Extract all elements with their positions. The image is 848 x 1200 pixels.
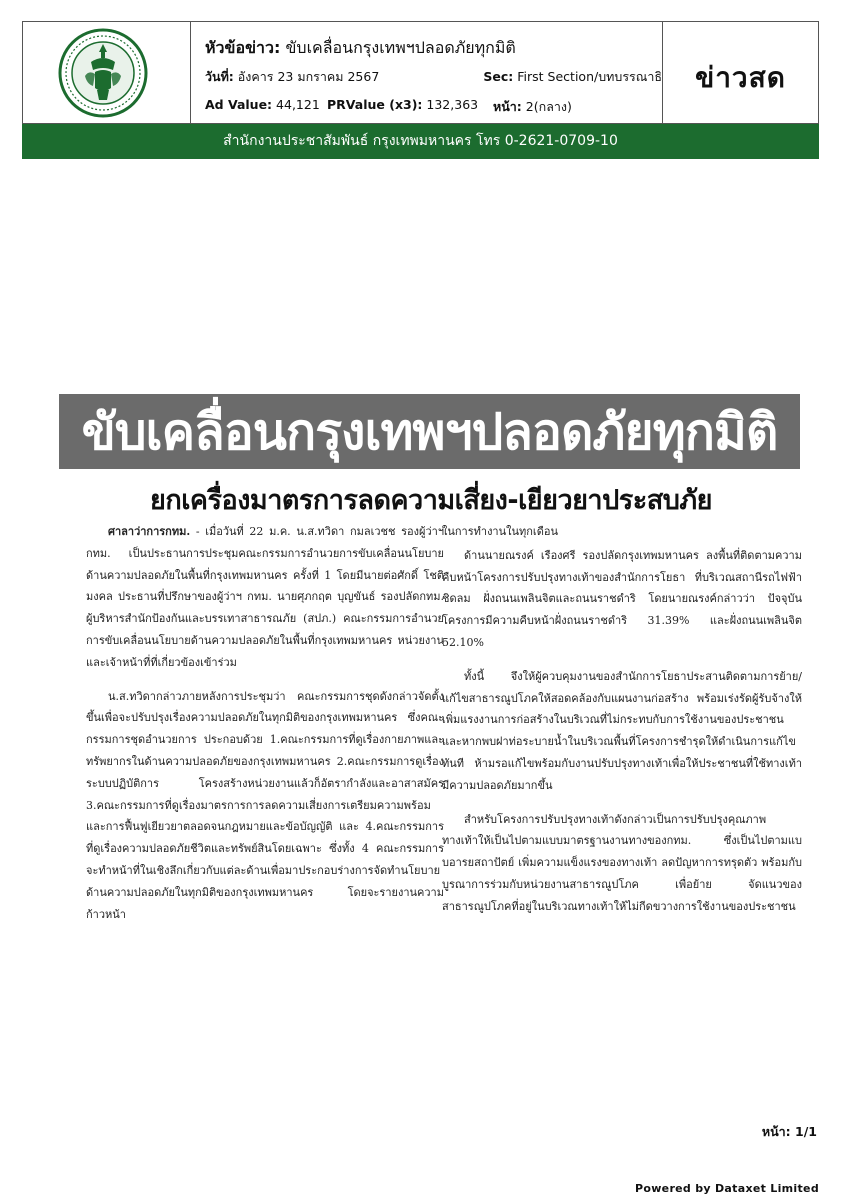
pr-value-line	[327, 97, 478, 112]
page-label: หน้า:	[493, 99, 522, 114]
pr-value-label: PRValue (x3):	[327, 97, 423, 112]
badge-cell	[662, 22, 818, 123]
headline: ขับเคลื่อนกรุงเทพฯปลอดภัยทุกมิติ	[81, 403, 778, 461]
article-column-left	[86, 521, 444, 937]
news-title-line	[205, 36, 516, 61]
bangkok-seal-icon	[55, 26, 151, 120]
powered-by: Powered by Dataxet Limited	[635, 1182, 819, 1195]
article-paragraph: ด้านนายณรงค์ เรืองศรี รองปลัดกรุงเทพมหานคร ลงพื้นที่ติดตามความคืบหน้าโครงการปรับปรุงทางเท้าของสำนักการโยธา ที่บริเวณสถานีรถไฟฟ้าชิดลม ฝั่งถนนเพลินจิตและถนนราชดำริ โดยนายณรงค์กล่าวว่า ปัจจุบันโครงการมีความคืบหน้าฝั่งถนนราชดำริ 31.39% และฝั่งถนนเพลินจิต 52.10%	[442, 548, 802, 649]
article-column-right	[442, 521, 802, 930]
section-line	[483, 67, 662, 87]
meta-cell	[191, 22, 662, 123]
date-label: วันที่:	[205, 69, 234, 84]
date-line	[205, 67, 379, 87]
clipping-header	[22, 21, 819, 124]
section-value: First Section/บทบรรณาธิ	[517, 69, 662, 84]
pr-value: 132,363	[426, 97, 479, 112]
article-paragraph: สำหรับโครงการปรับปรุงทางเท้าดังกล่าวเป็นการปรับปรุงคุณภาพทางเท้าให้เป็นไปตามแบบมาตรฐานงานทางของกทม. ซึ่งเป็นไปตามแบบอารยสถาปัตย์ เพิ่มความแข็งแรงของทางเท้า ลดปัญหาการทรุดตัว พร้อมกับบูรณาการร่วมกับหน่วยงานสาธารณูปโภค เพื่อย้าย จัดแนวของสาธารณูปโภคที่อยู่ในบริเวณทางเท้าให้ไม่กีดขวางการใช้งานของประชาชน	[442, 812, 802, 913]
logo-cell	[23, 22, 191, 123]
page-value: 2(กลาง)	[525, 99, 572, 114]
news-title-value: ขับเคลื่อนกรุงเทพฯปลอดภัยทุกมิติ	[285, 38, 516, 57]
date-value: อังคาร 23 มกราคม 2567	[237, 69, 380, 84]
article-paragraph: น.ส.ทวิดากล่าวภายหลังการประชุมว่า คณะกรรมการชุดดังกล่าวจัดตั้งขึ้นเพื่อจะปรับปรุงเรื่องความปลอดภัยในทุกมิติของกรุงเทพมหานคร ซึ่งคณะกรรมการชุดอำนวยการ ประกอบด้วย 1.คณะกรรมการที่ดูเรื่องกายภาพและทรัพยากรในด้านความปลอดภัยของกรุงเทพมหานคร 2.คณะกรรมการดูเรื่องระบบปฏิบัติการ โครงสร้างหน่วยงานแล้วก็อัตรากำลังและอาสาสมัคร 3.คณะกรรมการที่ดูเรื่องมาตรการการลดความเสี่ยงการเตรียมความพร้อมและการฟื้นฟูเยียวยาตลอดจนกฎหมายและข้อบัญญัติ และ 4.คณะกรรมการที่ดูเรื่องความปลอดภัยชีวิตและทรัพย์สินโดยเฉพาะ ซึ่งทั้ง 4 คณะกรรมการจะทำหน้าที่ในเชิงลึกเกี่ยวกับแต่ละด้านเพื่อมาประกอบร่างการจัดทำนโยบายด้านความปลอดภัยในทุกมิติของกรุงเทพมหานคร โดยจะรายงานความก้าวหน้า	[86, 689, 444, 921]
ad-value-label: Ad Value:	[205, 97, 273, 112]
subheadline: ยกเครื่องมาตรการลดความเสี่ยง-เยียวยาประสบภัย	[150, 485, 712, 516]
headline-box	[59, 394, 800, 469]
publication-badge: ข่าวสด	[695, 61, 786, 94]
page-line	[493, 97, 572, 117]
ad-value-line	[205, 97, 320, 112]
ad-value: 44,121	[276, 97, 320, 112]
news-title-label: หัวข้อข่าว:	[205, 38, 281, 57]
office-contact-bar: สำนักงานประชาสัมพันธ์ กรุงเทพมหานคร โทร 0-2621-0709-10	[22, 124, 819, 159]
article-paragraph: ทั้งนี้ จึงให้ผู้ควบคุมงานของสำนักการโยธาประสานติดตามการย้าย/แก้ไขสาธารณูปโภคให้สอดคล้องกับแผนงานก่อสร้าง พร้อมเร่งรัดผู้รับจ้างให้เพิ่มแรงงานการก่อสร้างในบริเวณที่ไม่กระทบกับการใช้งานของประชาชน และหากพบฝาท่อระบายน้ำในบริเวณพื้นที่โครงการชำรุดให้ดำเนินการแก้ไขทันที ห้ามรอแก้ไขพร้อมกับงานปรับปรุงทางเท้าเพื่อให้ประชาชนที่ใช้ทางเท้ามีความปลอดภัยมากขึ้น	[442, 669, 802, 792]
article-paragraph	[86, 521, 444, 674]
section-label: Sec:	[483, 69, 514, 84]
byline: ศาลาว่าการกทม.	[108, 525, 191, 538]
paragraph-text: - เมื่อวันที่ 22 ม.ค. น.ส.ทวิดา กมลเวชช รองผู้ว่าฯ กทม. เป็นประธานการประชุมคณะกรรมการอำนวยการขับเคลื่อนนโยบายด้านความปลอดภัยในพื้นที่กรุงเทพมหานคร ครั้งที่ 1 โดยมีนายต่อศักดิ์ โชติมงคล ประธานที่ปรึกษาของผู้ว่าฯ กทม. นายศุภกฤต บุญขันธ์ รองปลัดกทม. ผู้บริหารสำนักป้องกันและบรรเทาสาธารณภัย (สปภ.) คณะกรรมการอำนวยการขับเคลื่อนนโยบายด้านความปลอดภัยในพื้นที่กรุงเทพมหานคร หน่วยงานและเจ้าหน้าที่ที่เกี่ยวข้องเข้าร่วม	[86, 525, 444, 669]
page-indicator: หน้า: 1/1	[761, 1124, 817, 1139]
article-paragraph: ในการทำงานในทุกเดือน	[442, 525, 558, 538]
